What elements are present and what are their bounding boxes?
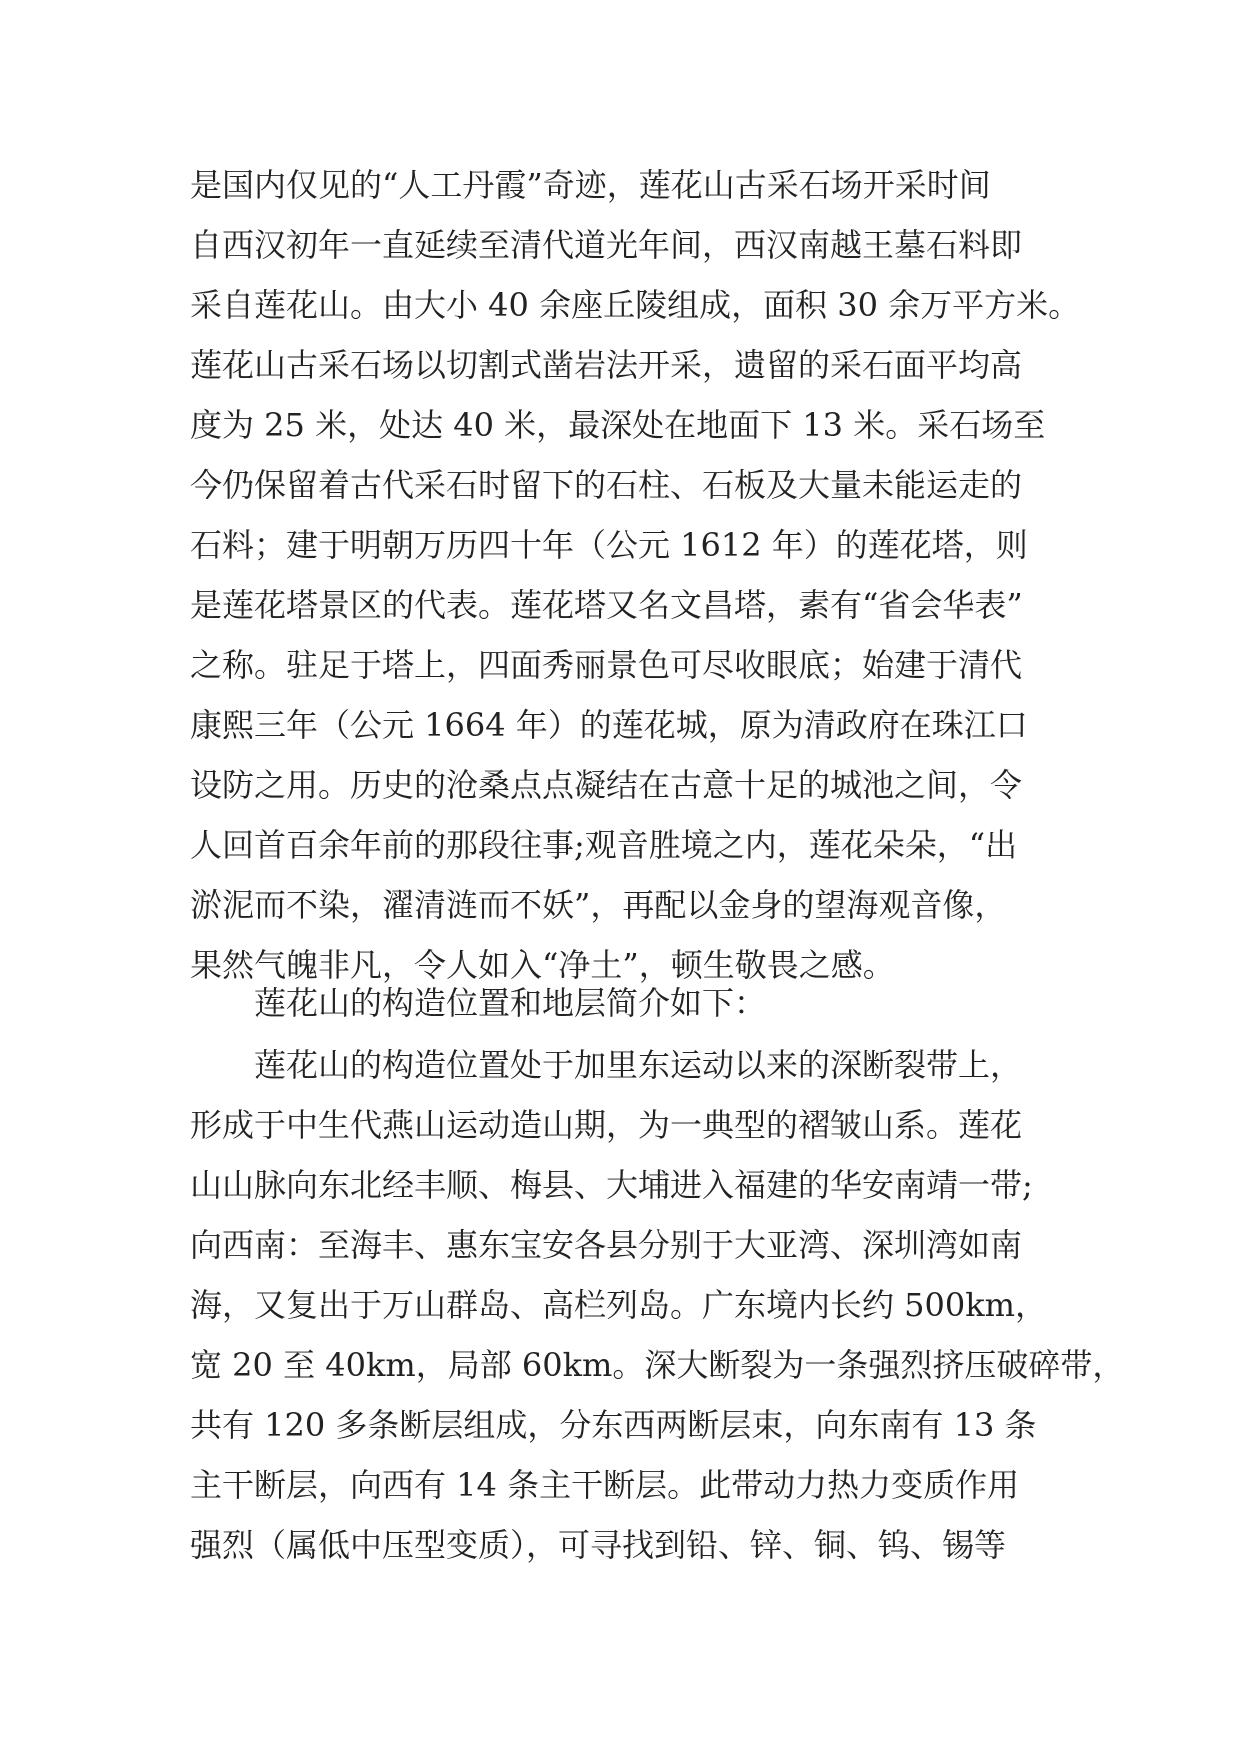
text-line: 果然气魄非凡，令人如入“净土”，顿生敬畏之感。 [190, 946, 895, 984]
text-line: 设防之用。历史的沧桑点点凝结在古意十足的城池之间，令 [190, 766, 1023, 804]
text-line: 康熙三年（公元 1664 年）的莲花城，原为清政府在珠江口 [190, 706, 1028, 744]
text-line: 石料；建于明朝万历四十年（公元 1612 年）的莲花塔，则 [190, 526, 1028, 564]
text-line: 莲花山的构造位置处于加里东运动以来的深断裂带上， [254, 1046, 1023, 1084]
text-line: 莲花山古采石场以切割式凿岩法开采，遗留的采石面平均高 [190, 346, 1023, 384]
text-line: 人回首百余年前的那段往事;观音胜境之内，莲花朵朵，“出 [190, 826, 1018, 864]
text-line: 山山脉向东北经丰顺、梅县、大埔进入福建的华安南靖一带; [190, 1166, 1033, 1204]
text-line: 采自莲花山。由大小 40 余座丘陵组成，面积 30 余万平方米。 [190, 286, 1081, 324]
paragraph-3 [190, 1035, 1125, 1575]
text-line: 主干断层，向西有 14 条主干断层。此带动力热力变质作用 [190, 1466, 1020, 1504]
text-line: 是莲花塔景区的代表。莲花塔又名文昌塔，素有“省会华表” [190, 586, 1023, 624]
text-line: 今仍保留着古代采石时留下的石柱、石板及大量未能运走的 [190, 466, 1023, 504]
text-line: 宽 20 至 40km，局部 60km。深大断裂为一条强烈挤压破碎带， [190, 1346, 1125, 1384]
text-line: 莲花山的构造位置和地层简介如下： [254, 984, 767, 1022]
text-line: 向西南：至海丰、惠东宝安各县分别于大亚湾、深圳湾如南 [190, 1226, 1023, 1264]
text-line: 强烈（属低中压型变质），可寻找到铅、锌、铜、钨、锡等 [190, 1526, 1007, 1564]
text-line: 海，又复出于万山群岛、高栏列岛。广东境内长约 500km， [190, 1286, 1047, 1324]
text-line: 淤泥而不染，濯清涟而不妖”，再配以金身的望海观音像， [190, 886, 1007, 924]
text-line: 形成于中生代燕山运动造山期，为一典型的褶皱山系。莲花 [190, 1106, 1023, 1144]
paragraph-1 [190, 155, 1081, 995]
text-line: 是国内仅见的“人工丹霞”奇迹，莲花山古采石场开采时间 [190, 166, 991, 204]
text-line: 之称。驻足于塔上，四面秀丽景色可尽收眼底；始建于清代 [190, 646, 1023, 684]
text-line: 自西汉初年一直延续至清代道光年间，西汉南越王墓石料即 [190, 226, 1023, 264]
paragraph-2 [190, 973, 1070, 1033]
text-line: 度为 25 米，处达 40 米，最深处在地面下 13 米。采石场至 [190, 406, 1046, 444]
text-line: 共有 120 多条断层组成，分东西两断层束，向东南有 13 条 [190, 1406, 1037, 1444]
